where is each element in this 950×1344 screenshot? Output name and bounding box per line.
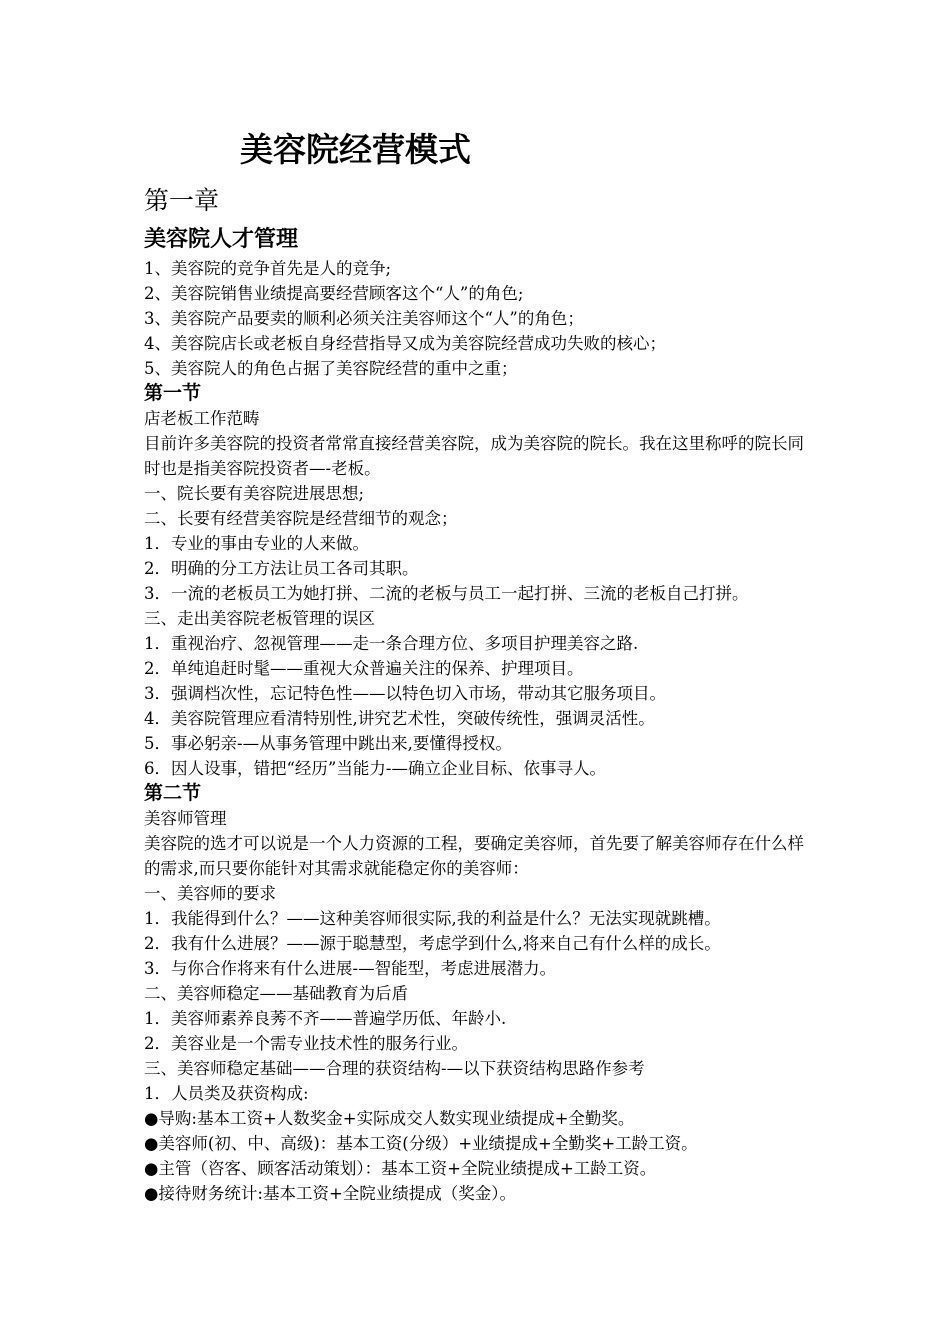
text-line: 三、走出美容院老板管理的误区 [144, 609, 375, 628]
bullet-item: ●导购:基本工资+人数奖金+实际成交人数实现业绩提成+全勤奖。 [144, 1109, 635, 1128]
section-heading: 第一节 [144, 382, 202, 404]
list-item: 5、美容院人的角色占据了美容院经营的重中之重； [144, 359, 518, 378]
bullet-item: ●主管（咨客、顾客活动策划）：基本工资+全院业绩提成+工龄工资。 [144, 1159, 657, 1178]
section-paragraph: 美容院的选才可以说是一个人力资源的工程，要确定美容师，首先要了解美容师存在什么样的需求,而只要你能针对其需求就能稳定你的美容师： [144, 834, 804, 878]
section-paragraph: 目前许多美容院的投资者常常直接经营美容院，成为美容院的院长。我在这里称呼的院长同时也是指美容院投资者—-老板。 [144, 434, 804, 478]
intro-list [144, 256, 814, 381]
text-line: 二、长要有经营美容院是经营细节的观念； [144, 509, 458, 528]
text-line: 2．单纯追赶时髦——重视大众普遍关注的保养、护理项目。 [144, 659, 584, 678]
part-heading: 美容院人才管理 [144, 227, 299, 252]
text-line: 2．我有什么进展？——源于聪慧型，考虑学到什么,将来自己有什么样的成长。 [144, 934, 721, 953]
text-line: 3．一流的老板员工为她打拼、二流的老板与员工一起打拼、三流的老板自己打拼。 [144, 584, 749, 603]
text-line: 1．人员类及获资构成: [144, 1084, 309, 1103]
list-item: 4、美容院店长或老板自身经营指导又成为美容院经营成功失败的核心； [144, 334, 666, 353]
text-line: 2．美容业是一个需专业技术性的服务行业。 [144, 1034, 468, 1053]
text-line: 5．事必躬亲-—从事务管理中跳出来,要懂得授权。 [144, 734, 512, 753]
section-1 [144, 381, 814, 781]
document-body [144, 180, 814, 1206]
text-line: 2．明确的分工方法让员工各司其职。 [144, 559, 419, 578]
text-line: 1．美容师素养良莠不齐——普遍学历低、年龄小. [144, 1009, 507, 1028]
text-line: 二、美容师稳定——基础教育为后盾 [144, 984, 408, 1003]
list-item: 2、美容院销售业绩提高要经营顾客这个“人”的角色; [144, 284, 524, 303]
text-line: 3．与你合作将来有什么进展-—智能型，考虑进展潜力。 [144, 959, 557, 978]
bullet-item: ●接待财务统计:基本工资+全院业绩提成（奖金）。 [144, 1184, 517, 1203]
text-line: 一、院长要有美容院进展思想; [144, 484, 365, 503]
section-subheading: 美容师管理 [144, 809, 227, 828]
bullet-item: ●美容师(初、中、高级)：基本工资(分级）+业绩提成+全勤奖+工龄工资。 [144, 1134, 698, 1153]
text-line: 一、美容师的要求 [144, 884, 276, 903]
text-line: 1．重视治疗、忽视管理——走一条合理方位、多项目护理美容之路. [144, 634, 639, 653]
text-line: 6．因人设事，错把“经历”当能力-—确立企业目标、依事寻人。 [144, 759, 606, 778]
list-item: 1、美容院的竞争首先是人的竞争; [144, 259, 392, 278]
text-line: 1．专业的事由专业的人来做。 [144, 534, 369, 553]
list-item: 3、美容院产品要卖的顺利必须关注美容师这个“人”的角色； [144, 309, 584, 328]
text-line: 1．我能得到什么？——这种美容师很实际,我的利益是什么？无法实现就跳槽。 [144, 909, 721, 928]
section-heading: 第二节 [144, 782, 202, 804]
text-line: 三、美容师稳定基础——合理的获资结构-—以下获资结构思路作参考 [144, 1059, 645, 1078]
text-line: 3．强调档次性，忘记特色性——以特色切入市场，带动其它服务项目。 [144, 684, 666, 703]
document-title: 美容院经营模式 [240, 130, 471, 169]
section-2 [144, 781, 814, 1206]
text-line: 4．美容院管理应看清特别性,讲究艺术性，突破传统性，强调灵活性。 [144, 709, 655, 728]
section-subheading: 店老板工作范畴 [144, 409, 260, 428]
chapter-heading: 第一章 [144, 186, 220, 215]
